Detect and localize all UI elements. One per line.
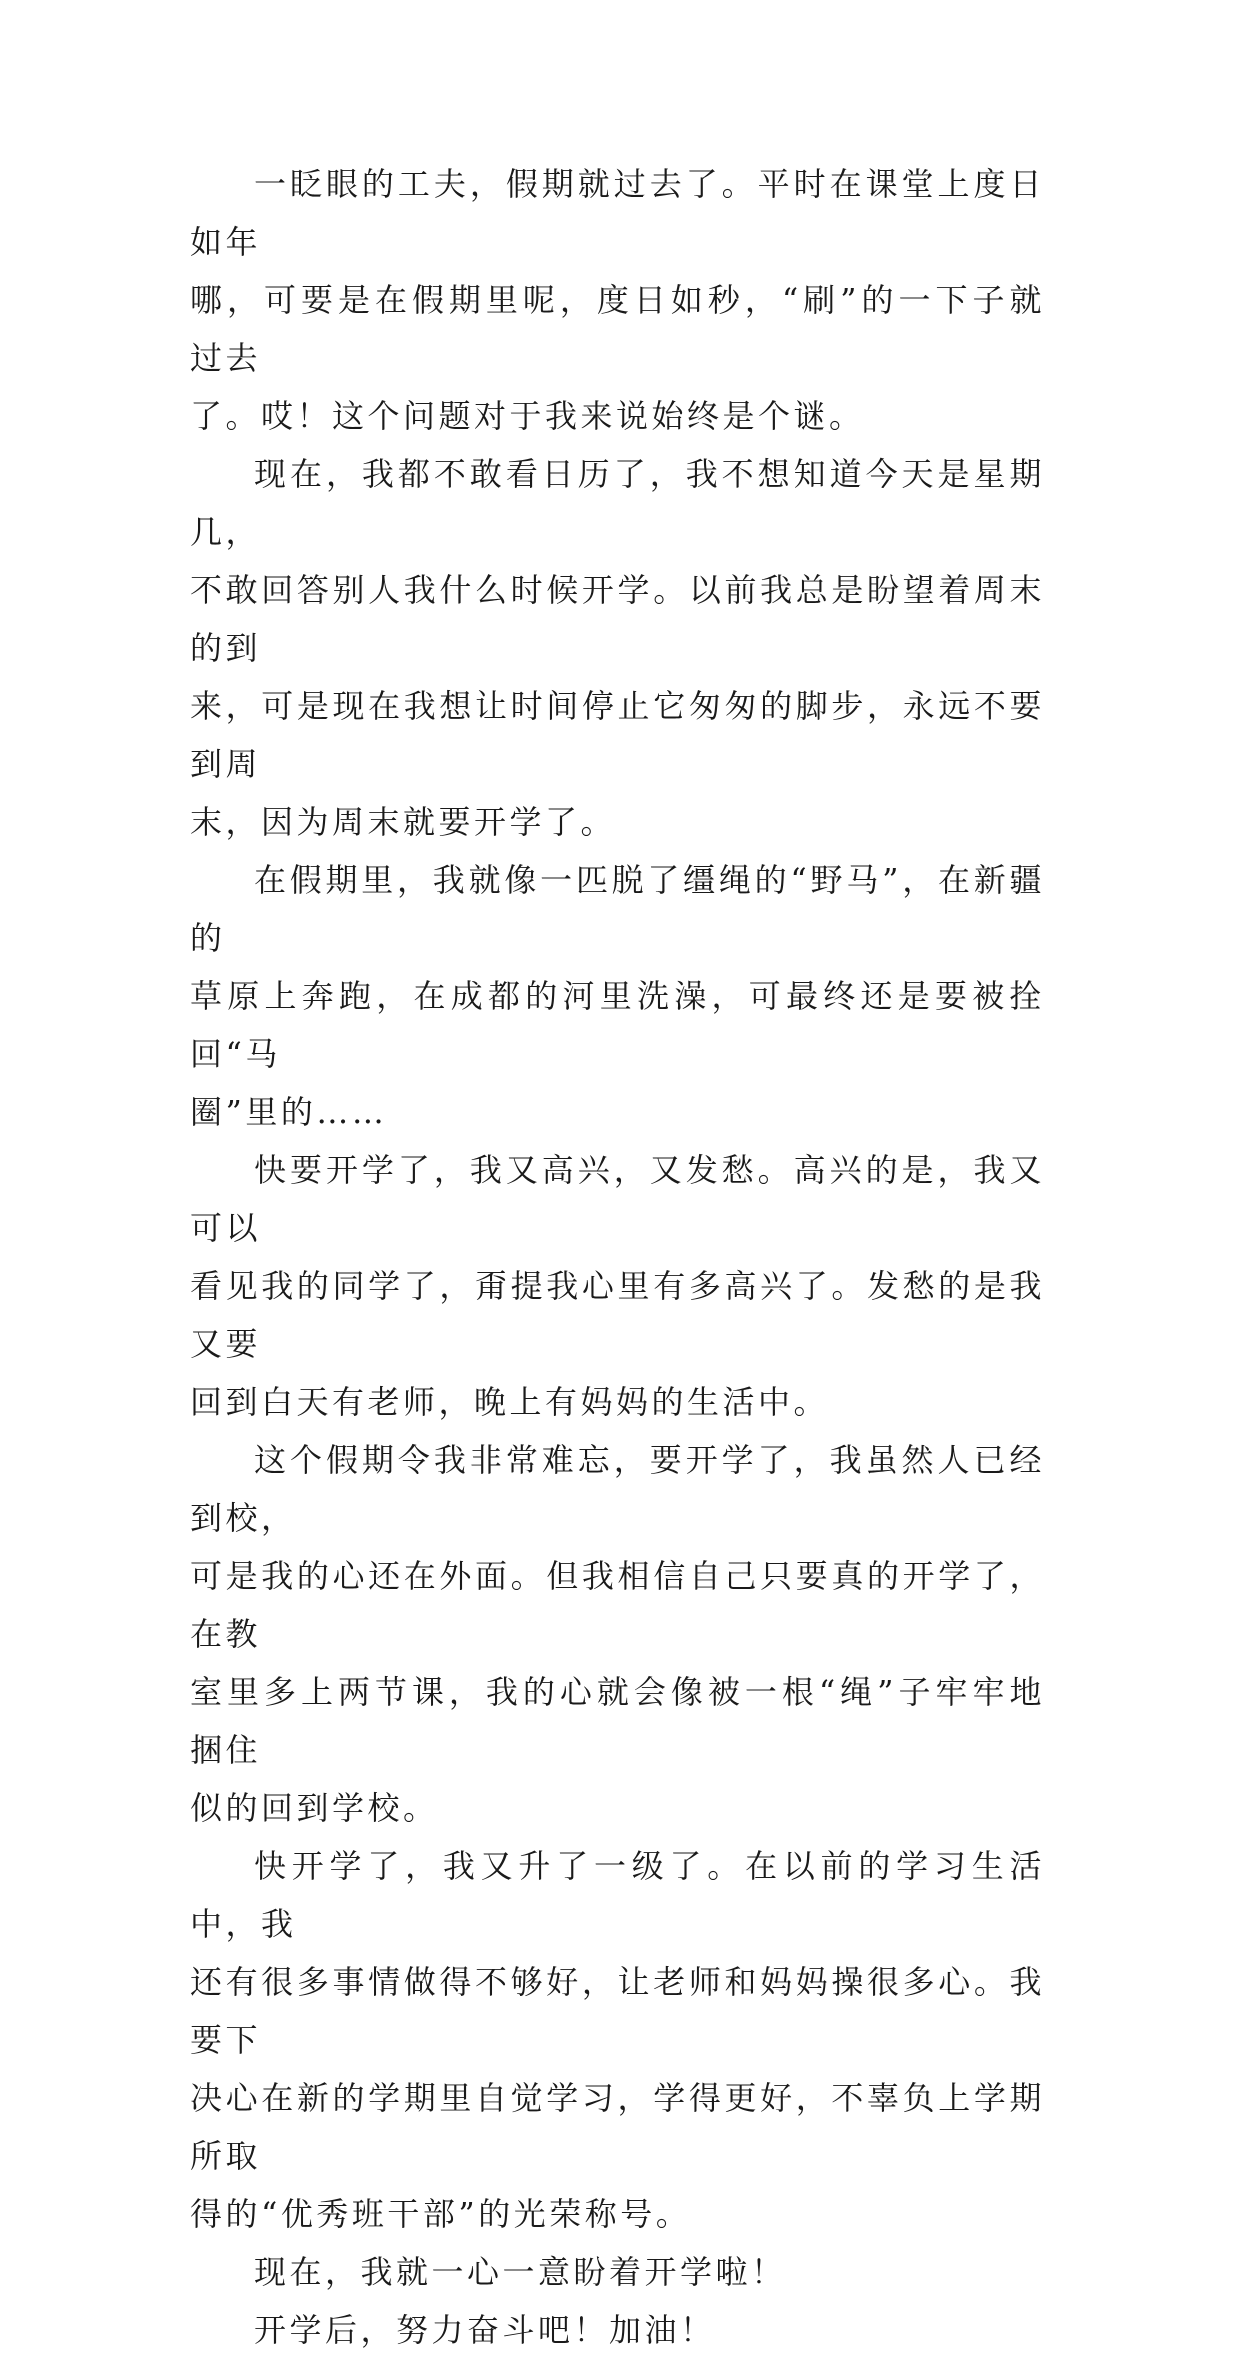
line: 开学后，努力奋斗吧！加油！ — [254, 2311, 716, 2349]
line: 哪，可要是在假期里呢，度日如秒，“刷”的一下子就过去 — [190, 281, 1045, 377]
paragraph-8 — [190, 2301, 1045, 2359]
line: 看见我的同学了，甭提我心里有多高兴了。发愁的是我又要 — [190, 1267, 1045, 1363]
line: 室里多上两节课，我的心就会像被一根“绳”子牢牢地捆住 — [190, 1673, 1045, 1769]
paragraph-6 — [190, 1837, 1045, 2243]
paragraph-7 — [190, 2243, 1045, 2301]
line: 可是我的心还在外面。但我相信自己只要真的开学了，在教 — [190, 1557, 1045, 1653]
line: 现在，我都不敢看日历了，我不想知道今天是星期几， — [190, 455, 1045, 551]
line: 现在，我就一心一意盼着开学啦！ — [254, 2253, 787, 2291]
paragraph-4 — [190, 1141, 1045, 1431]
line: 得的“优秀班干部”的光荣称号。 — [190, 2195, 692, 2233]
line: 了。哎！这个问题对于我来说始终是个谜。 — [190, 397, 865, 435]
line: 快要开学了，我又高兴，又发愁。高兴的是，我又可以 — [190, 1151, 1045, 1247]
line: 在假期里，我就像一匹脱了缰绳的“野马”，在新疆的 — [190, 861, 1045, 957]
line: 圈”里的…… — [190, 1093, 388, 1131]
line: 末，因为周末就要开学了。 — [190, 803, 617, 841]
line: 来，可是现在我想让时间停止它匆匆的脚步，永远不要到周 — [190, 687, 1045, 783]
line: 决心在新的学期里自觉学习，学得更好，不辜负上学期所取 — [190, 2079, 1045, 2175]
line: 不敢回答别人我什么时候开学。以前我总是盼望着周末的到 — [190, 571, 1045, 667]
line: 似的回到学校。 — [190, 1789, 439, 1827]
paragraph-5 — [190, 1431, 1045, 1837]
line: 一眨眼的工夫，假期就过去了。平时在课堂上度日如年 — [190, 165, 1045, 261]
line: 回到白天有老师，晚上有妈妈的生活中。 — [190, 1383, 830, 1421]
line: 这个假期令我非常难忘，要开学了，我虽然人已经到校， — [190, 1441, 1045, 1537]
line: 草原上奔跑，在成都的河里洗澡，可最终还是要被拴回“马 — [190, 977, 1045, 1073]
paragraph-1 — [190, 155, 1045, 445]
line: 还有很多事情做得不够好，让老师和妈妈操很多心。我要下 — [190, 1963, 1045, 2059]
paragraph-3 — [190, 851, 1045, 1141]
paragraph-2 — [190, 445, 1045, 851]
line: 快开学了，我又升了一级了。在以前的学习生活中，我 — [190, 1847, 1045, 1943]
essay-body — [190, 155, 1045, 2359]
